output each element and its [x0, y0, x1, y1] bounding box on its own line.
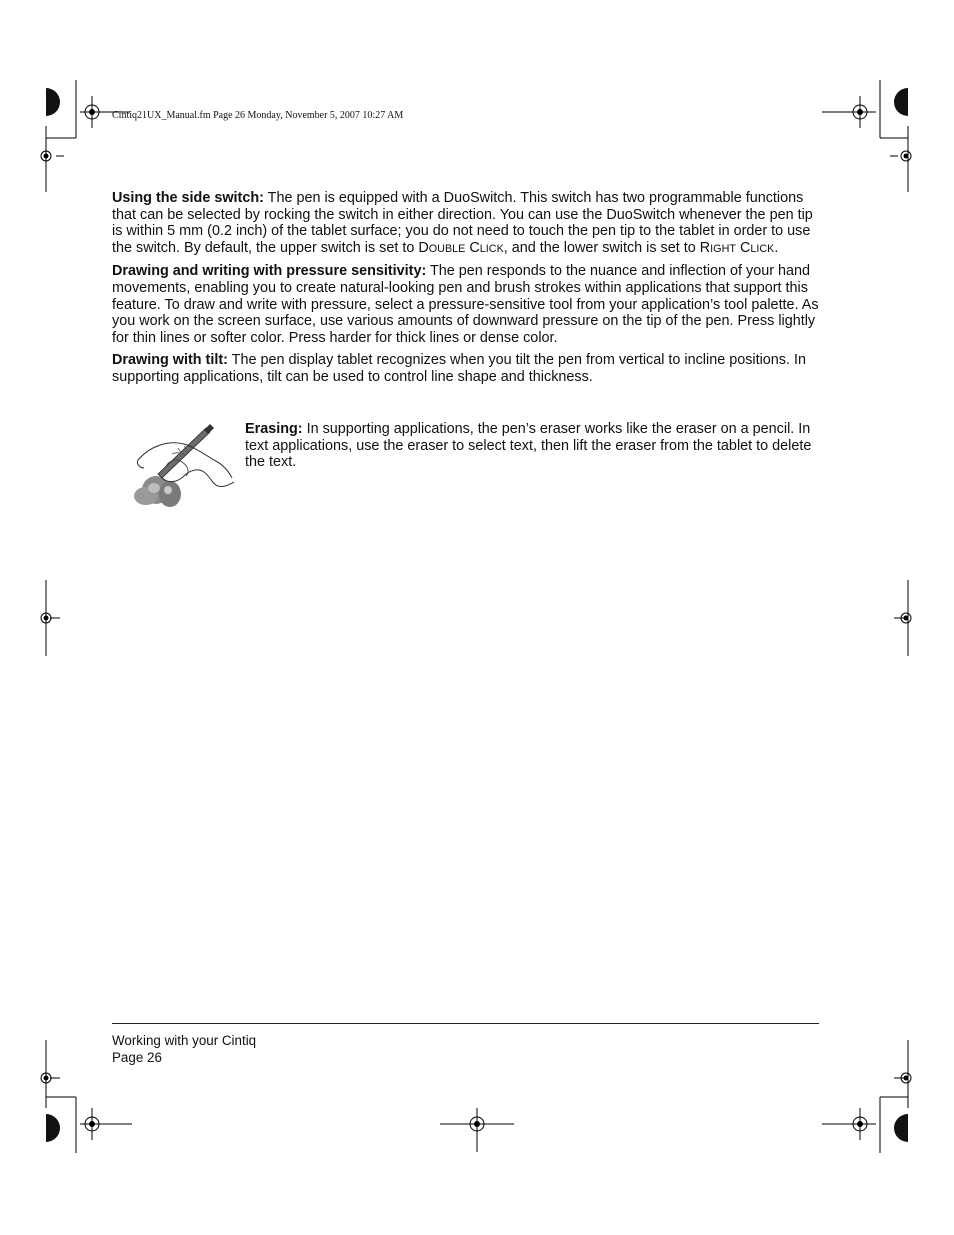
heading-erasing: Erasing:: [245, 421, 303, 437]
text-smallcaps: R: [699, 239, 711, 256]
heading-tilt: Drawing with tilt:: [112, 352, 228, 369]
registration-half-disc-bottom-right: [894, 1114, 908, 1142]
registration-half-disc-bottom-left: [46, 1114, 60, 1142]
text-smallcaps: C: [735, 239, 751, 256]
paragraph-tilt: [112, 352, 820, 385]
text-pressure: The pen responds to the nuance and inflection of your hand movements, enabling you to create natural-looking pen and brush strokes within applications that support this feature. To draw and write with pressure, select a pressure-sensitive tool from your application’s tool palette. As you work on the screen surface, use various amounts of downward pressure on the tip of the pen. Press lightly for thin lines or softer color. Press harder for thick lines or dense color.: [112, 263, 819, 346]
paragraph-side-switch: [112, 190, 820, 257]
footer-page-number: Page 26: [112, 1050, 162, 1065]
text-side-switch-b: , and the lower switch is set to: [503, 239, 700, 256]
text-smallcaps: LICK: [479, 242, 504, 255]
footer-chapter-title: Working with your Cintiq: [112, 1033, 257, 1048]
crop-mark-bottom-center: [440, 1108, 514, 1152]
text-tilt: The pen display tablet recognizes when you tilt the pen from vertical to incline positions. In supporting applications, tilt can be used to control line shape and thickness.: [112, 352, 806, 385]
footer-divider: [112, 1023, 819, 1024]
paragraph-pressure: [112, 263, 820, 346]
registration-half-disc-top-left: [46, 88, 60, 116]
heading-pressure: Drawing and writing with pressure sensitivity:: [112, 263, 427, 280]
paragraph-erasing: [245, 421, 820, 471]
text-smallcaps: D: [418, 239, 429, 256]
text-side-switch-c: .: [774, 239, 779, 256]
text-smallcaps: OUBLE: [428, 242, 466, 255]
framemaker-header: Cintiq21UX_Manual.fm Page 26 Monday, November 5, 2007 10:27 AM: [112, 110, 404, 121]
text-erasing: In supporting applications, the pen’s eraser works like the eraser on a pencil. In text applications, use the eraser to select text, then lift the eraser from the tablet to delete the text.: [245, 421, 812, 471]
text-smallcaps: LICK: [750, 242, 775, 255]
heading-side-switch: Using the side switch:: [112, 190, 264, 206]
registration-half-disc-top-right: [894, 88, 908, 116]
text-smallcaps: C: [465, 239, 480, 256]
page-footer: [112, 1032, 256, 1066]
text-smallcaps: IGHT: [710, 242, 736, 255]
body-text: [112, 190, 820, 392]
hand-holding-pen-erasing-icon: [118, 424, 236, 512]
text-side-switch-a: The pen is equipped with a DuoSwitch. This switch has two programmable functions that can be selected by rocking the switch in either direction. You can use the DuoSwitch whenever the pen tip is within 5 mm (0.2 inch) of the tablet surface; you do not need to touch the pen tip to the tablet in order to use the switch. By default, the upper switch is set to: [112, 190, 813, 256]
